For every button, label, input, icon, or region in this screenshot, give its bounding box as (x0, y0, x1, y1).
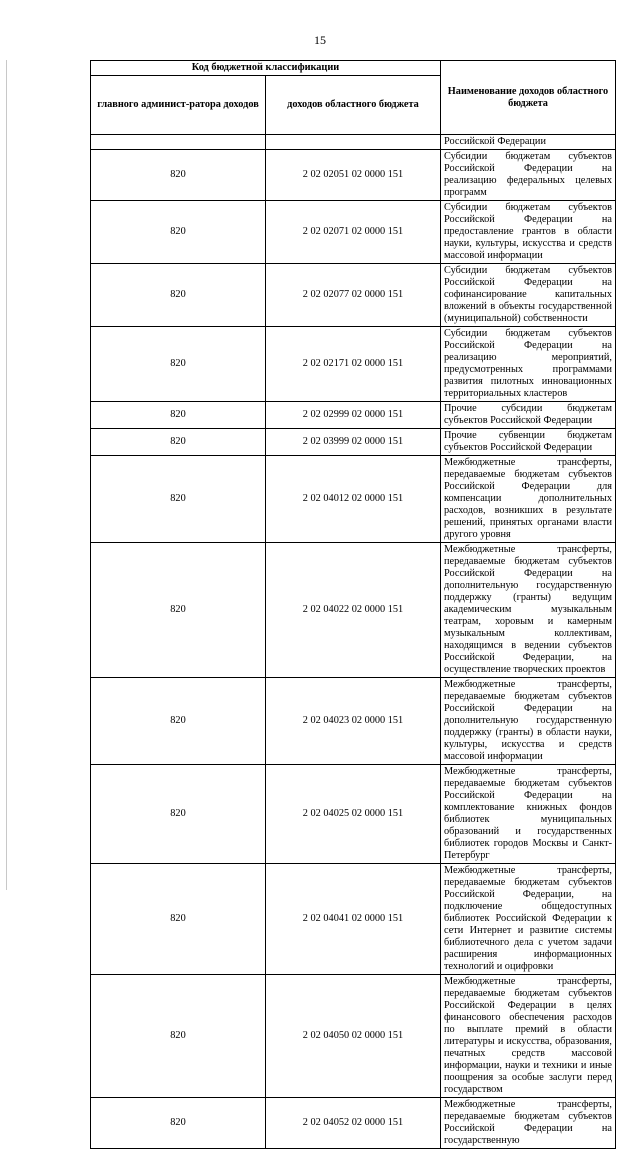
income-code-cell: 2 02 04050 02 0000 151 (266, 975, 441, 1098)
income-code-cell: 2 02 03999 02 0000 151 (266, 429, 441, 456)
income-name-cell: Межбюджетные трансферты, передаваемые бюджетам субъектов Российской Федерации на дополнительную государственную поддержку (гранты) ведущим академическим музыкальным театрам, хоровым и камерным музыкальным коллективам, находящимся в ведении субъектов Российской Федерации, на осуществление творческих проектов (441, 543, 616, 678)
budget-classification-table (90, 60, 616, 1149)
scan-edge (6, 60, 7, 890)
income-code-cell: 2 02 02071 02 0000 151 (266, 201, 441, 264)
table-row (91, 264, 616, 327)
table-row (91, 327, 616, 402)
table-row (91, 429, 616, 456)
admin-code-cell: 820 (91, 975, 266, 1098)
admin-code-cell: 820 (91, 264, 266, 327)
income-name-cell: Российской Федерации (441, 135, 616, 150)
income-name-cell: Субсидии бюджетам субъектов Российской Федерации на реализацию мероприятий, предусмотренных программами развития пилотных инновационных территориальных кластеров (441, 327, 616, 402)
table-row (91, 975, 616, 1098)
table-row (91, 456, 616, 543)
table-row (91, 678, 616, 765)
admin-code-cell: 820 (91, 201, 266, 264)
income-code-cell: 2 02 04023 02 0000 151 (266, 678, 441, 765)
income-name-cell: Субсидии бюджетам субъектов Российской Федерации на предоставление грантов в области науки, культуры, искусства и средств массовой информации (441, 201, 616, 264)
admin-code-cell: 820 (91, 765, 266, 864)
admin-code-cell: 820 (91, 402, 266, 429)
table-row (91, 201, 616, 264)
income-code-cell: 2 02 04041 02 0000 151 (266, 864, 441, 975)
admin-code-cell: 820 (91, 1098, 266, 1149)
table-row (91, 402, 616, 429)
income-name-cell: Межбюджетные трансферты, передаваемые бюджетам субъектов Российской Федерации, на подключение общедоступных библиотек Российской Федерации к сети Интернет и развитие системы библиотечного дела с учетом задачи расширения информационных технологий и оцифровки (441, 864, 616, 975)
income-code-cell: 2 02 04025 02 0000 151 (266, 765, 441, 864)
table-row (91, 150, 616, 201)
income-name-cell: Межбюджетные трансферты, передаваемые бюджетам субъектов Российской Федерации на комплектование книжных фондов библиотек муниципальных образований и государственных библиотек городов Москвы и Санкт-Петербург (441, 765, 616, 864)
income-code-cell: 2 02 04012 02 0000 151 (266, 456, 441, 543)
income-name-cell: Межбюджетные трансферты, передаваемые бюджетам субъектов Российской Федерации на государственную (441, 1098, 616, 1149)
admin-code-cell: 820 (91, 327, 266, 402)
admin-code-cell: 820 (91, 864, 266, 975)
income-code-cell: 2 02 04022 02 0000 151 (266, 543, 441, 678)
header-code-column: доходов областного бюджета (266, 76, 441, 135)
income-code-cell: 2 02 02077 02 0000 151 (266, 264, 441, 327)
income-name-cell: Межбюджетные трансферты, передаваемые бюджетам субъектов Российской Федерации на дополнительную государственную поддержку (гранты) в области науки, культуры, искусства и средств массовой информации (441, 678, 616, 765)
income-name-cell: Межбюджетные трансферты, передаваемые бюджетам субъектов Российской Федерации в целях финансового обеспечения расходов по выплате премий в области литературы и искусства, образования, печатных средств массовой информации, науки и техники и иные поощрения за особые заслуги перед государством (441, 975, 616, 1098)
income-name-cell: Прочие субвенции бюджетам субъектов Российской Федерации (441, 429, 616, 456)
income-code-cell (266, 135, 441, 150)
admin-code-cell: 820 (91, 543, 266, 678)
income-name-cell: Межбюджетные трансферты, передаваемые бюджетам субъектов Российской Федерации для компенсации дополнительных расходов, возникших в результате решений, принятых органами власти другого уровня (441, 456, 616, 543)
header-name-column: Наименование доходов областного бюджета (441, 61, 616, 135)
income-code-cell: 2 02 02171 02 0000 151 (266, 327, 441, 402)
income-name-cell: Субсидии бюджетам субъектов Российской Федерации на софинансирование капитальных вложений в объекты государственной (муниципальной) собственности (441, 264, 616, 327)
income-code-cell: 2 02 02999 02 0000 151 (266, 402, 441, 429)
table-row (91, 864, 616, 975)
income-code-cell: 2 02 02051 02 0000 151 (266, 150, 441, 201)
header-group-title: Код бюджетной классификации (91, 61, 441, 76)
admin-code-cell: 820 (91, 456, 266, 543)
table-row (91, 765, 616, 864)
admin-code-cell: 820 (91, 429, 266, 456)
income-name-cell: Прочие субсидии бюджетам субъектов Российской Федерации (441, 402, 616, 429)
table-row (91, 135, 616, 150)
page-number: 15 (314, 33, 326, 47)
admin-code-cell: 820 (91, 150, 266, 201)
header-admin-column: главного админист-ратора доходов (91, 76, 266, 135)
income-code-cell: 2 02 04052 02 0000 151 (266, 1098, 441, 1149)
income-name-cell: Субсидии бюджетам субъектов Российской Федерации на реализацию федеральных целевых программ (441, 150, 616, 201)
admin-code-cell (91, 135, 266, 150)
table-row (91, 1098, 616, 1149)
table-row (91, 543, 616, 678)
admin-code-cell: 820 (91, 678, 266, 765)
